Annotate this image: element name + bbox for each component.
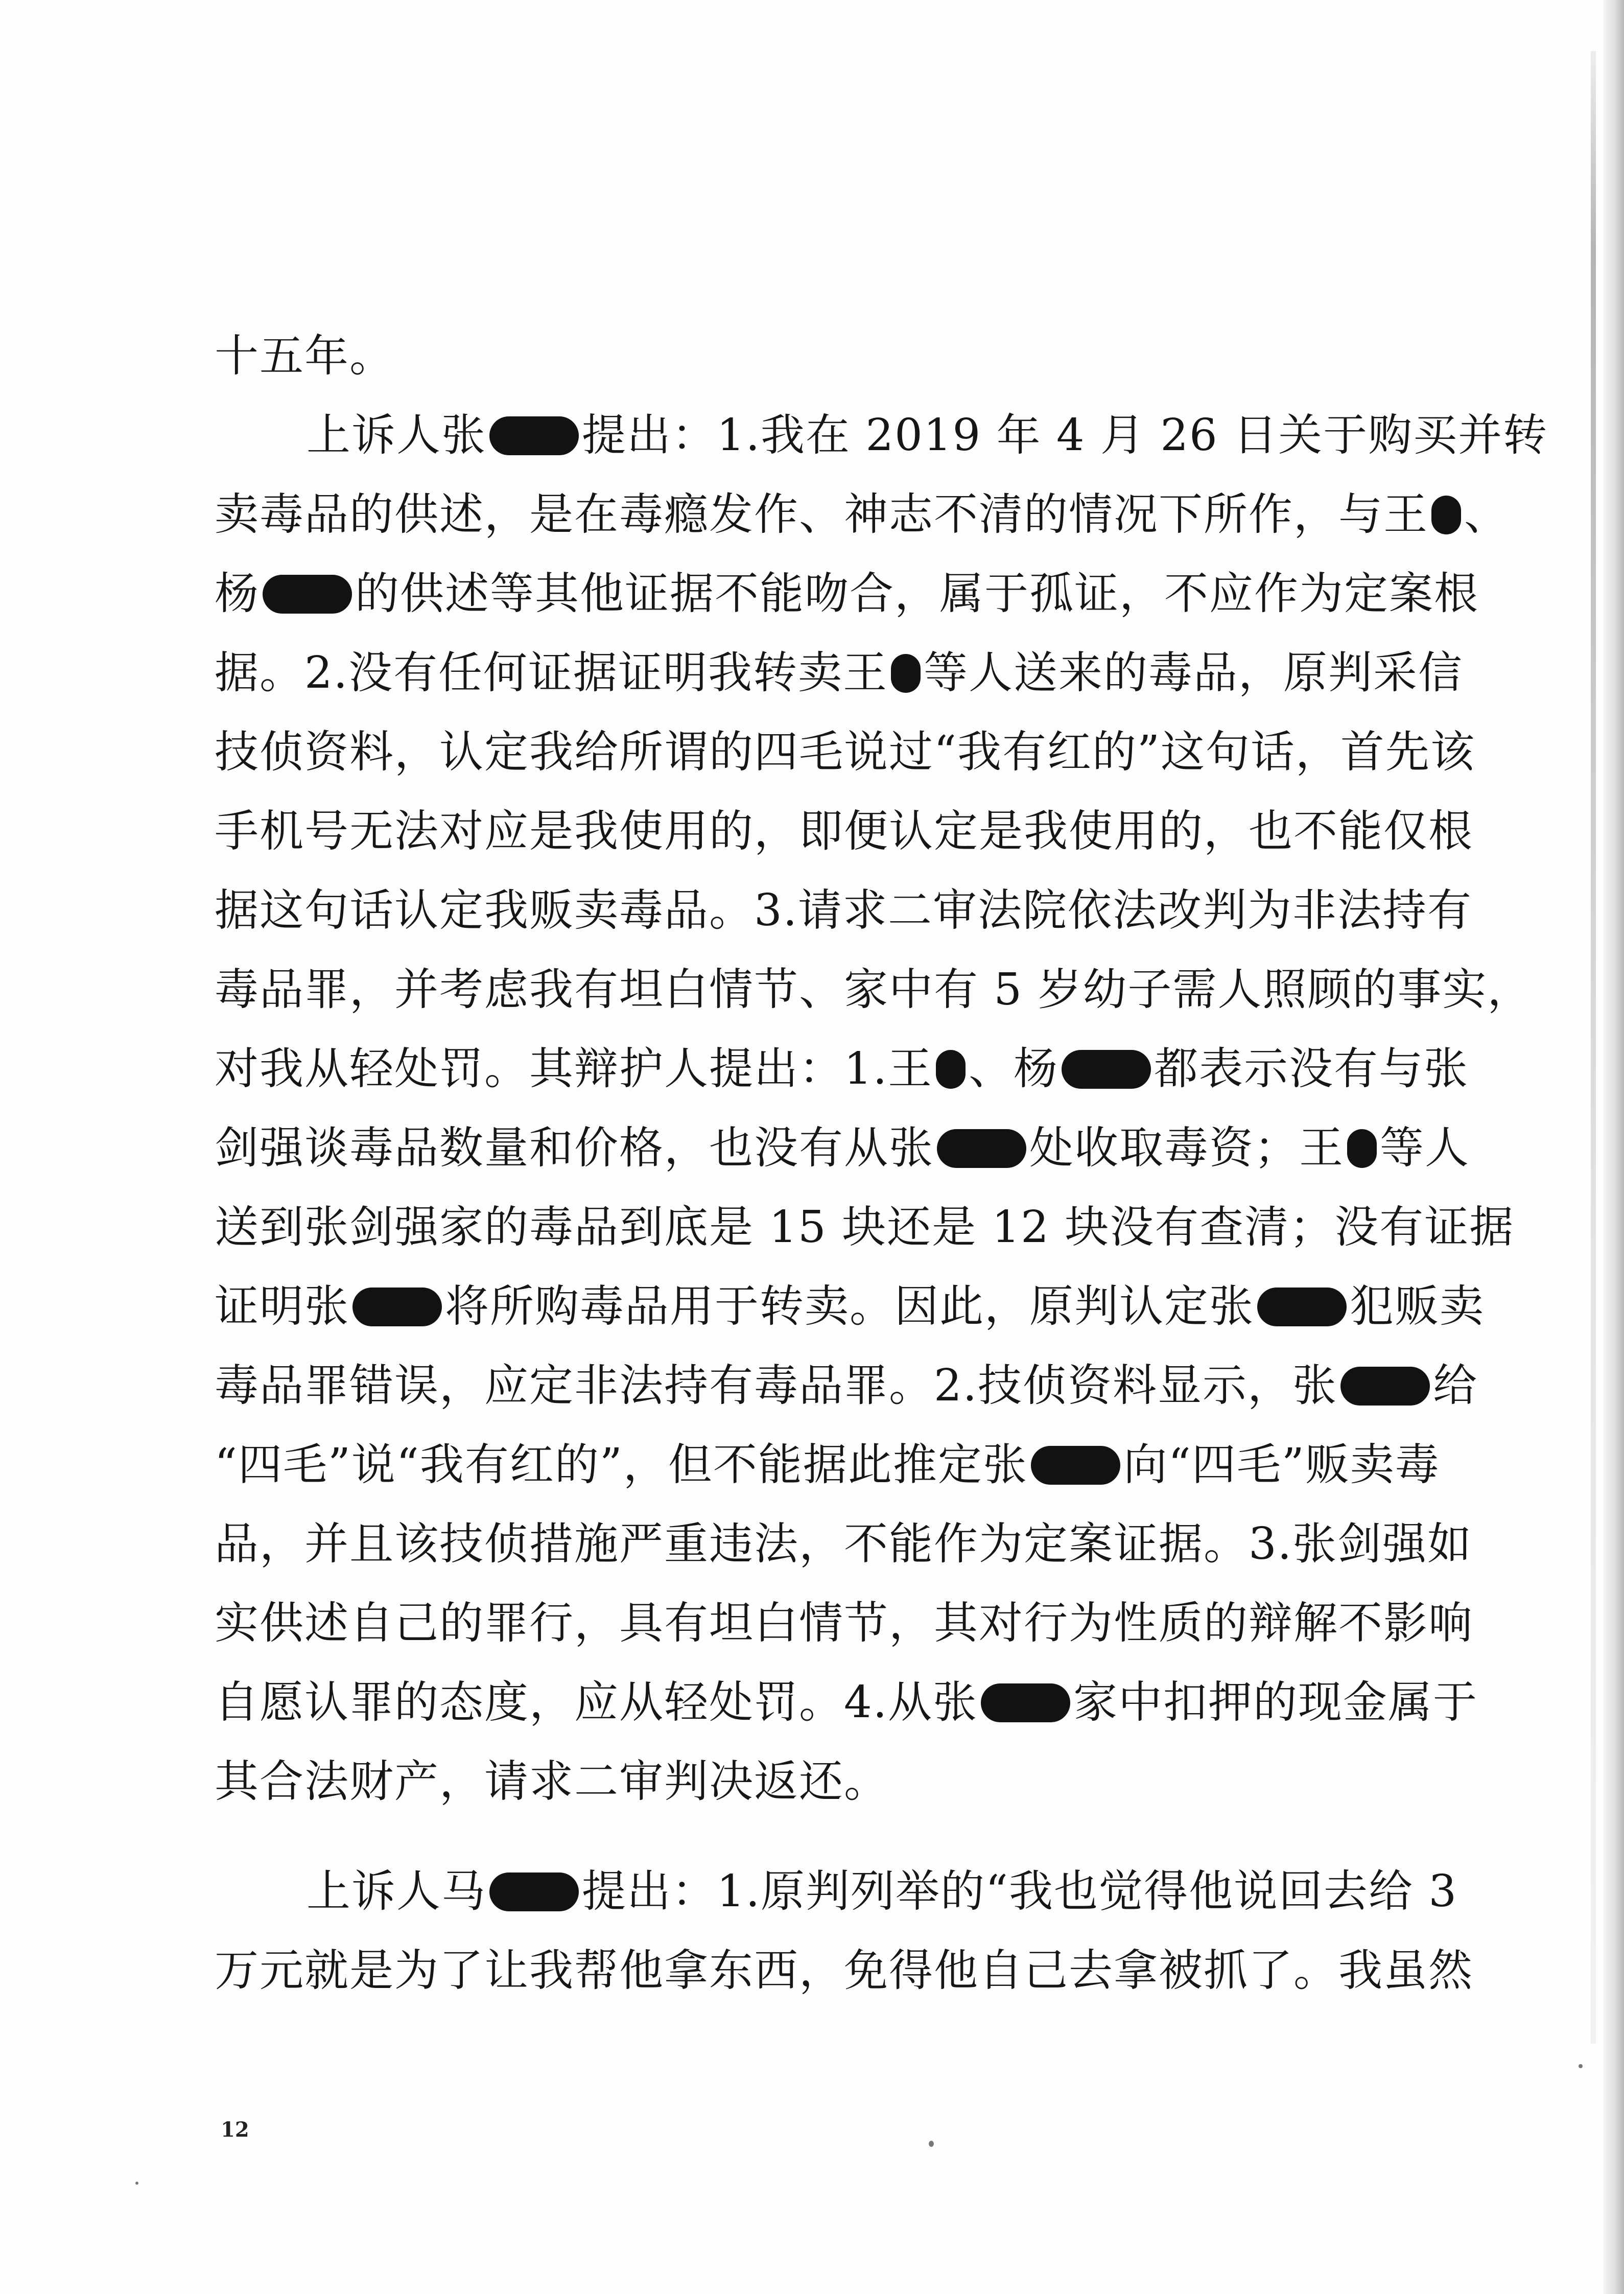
text-line: 自愿认罪的态度，应从轻处罚。4.从张 家中扣押的现金属于 xyxy=(215,1677,1478,1728)
text-line: 十五年。 xyxy=(215,331,394,382)
scan-speck xyxy=(135,2182,138,2185)
text-line: 剑强谈毒品数量和价格，也没有从张 处收取毒资；王 等人 xyxy=(215,1122,1470,1174)
redaction-mark xyxy=(1062,1050,1151,1089)
redaction-mark xyxy=(352,1288,442,1326)
text-line: 手机号无法对应是我使用的，即便认定是我使用的，也不能仅根 xyxy=(215,806,1473,857)
redaction-mark xyxy=(1257,1288,1347,1326)
text-line: 证明张 将所购毒品用于转卖。因此，原判认定张 犯贩卖 xyxy=(215,1281,1485,1332)
text-line: 万元就是为了让我帮他拿东西，免得他自己去拿被抓了。我虽然 xyxy=(215,1945,1473,1996)
redaction-mark xyxy=(981,1683,1070,1722)
redaction-mark xyxy=(489,1872,579,1911)
text-line: 对我从轻处罚。其辩护人提出：1.王 、杨 都表示没有与张 xyxy=(215,1043,1469,1094)
scan-speck xyxy=(929,2141,934,2147)
text-line: 品，并且该技侦措施严重违法，不能作为定案证据。3.张剑强如 xyxy=(215,1518,1473,1570)
redaction-mark xyxy=(1431,496,1461,534)
redaction-mark xyxy=(937,1129,1026,1168)
scan-speck xyxy=(1579,2064,1583,2068)
text-line: 据这句话认定我贩卖毒品。3.请求二审法院依法改判为非法持有 xyxy=(215,885,1473,936)
redaction-mark xyxy=(1347,1129,1377,1168)
text-line: “四毛”说“我有红的”，但不能据此推定张 向“四毛”贩卖毒 xyxy=(215,1439,1440,1490)
text-line: 据。2.没有任何证据证明我转卖王 等人送来的毒品，原判采信 xyxy=(215,647,1464,698)
scan-edge-line xyxy=(1591,51,1596,2044)
redaction-mark xyxy=(891,654,921,693)
redaction-mark xyxy=(1340,1367,1430,1406)
text-line: 实供述自己的罪行，具有坦白情节，其对行为性质的辩解不影响 xyxy=(215,1598,1473,1649)
text-line: 上诉人张 提出：1.我在 2019 年 4 月 26 日关于购买并转 xyxy=(307,410,1548,461)
text-line: 上诉人马 提出：1.原判列举的“我也觉得他说回去给 3 xyxy=(307,1866,1458,1917)
redaction-mark xyxy=(936,1050,966,1089)
page-edge-shadow xyxy=(1604,0,1624,2294)
text-line: 卖毒品的供述，是在毒瘾发作、神志不清的情况下所作，与王 、 xyxy=(215,489,1509,540)
text-line: 其合法财产，请求二审判决返还。 xyxy=(215,1756,889,1807)
text-line: 送到张剑强家的毒品到底是 15 块还是 12 块没有查清；没有证据 xyxy=(215,1202,1515,1253)
page-number: 12 xyxy=(221,2118,249,2142)
text-line: 技侦资料，认定我给所谓的四毛说过“我有红的”这句话，首先该 xyxy=(215,727,1475,778)
text-line: 毒品罪，并考虑我有坦白情节、家中有 5 岁幼子需人照顾的事实， xyxy=(215,964,1533,1015)
redaction-mark xyxy=(489,416,579,455)
text-line: 杨 的供述等其他证据不能吻合，属于孤证，不应作为定案根 xyxy=(215,568,1479,619)
text-line: 毒品罪错误，应定非法持有毒品罪。2.技侦资料显示，张 给 xyxy=(215,1360,1478,1411)
document-body xyxy=(215,317,1548,2010)
redaction-mark xyxy=(1031,1446,1120,1485)
redaction-mark xyxy=(263,575,352,614)
